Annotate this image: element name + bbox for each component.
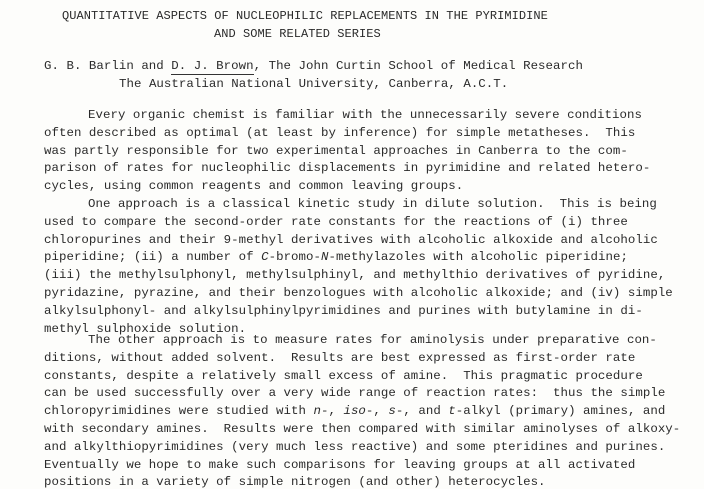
text-segment: -, and (395, 404, 449, 419)
text-line: positions in a variety of simple nitrogen (and other) heterocycles. (44, 475, 546, 489)
italic-segment: s (388, 404, 396, 419)
italic-segment: N (321, 250, 329, 265)
text-line: The other approach is to measure rates for aminolysis under preparative con- (88, 333, 657, 347)
text-line: parison of rates for nucleophilic displacements in pyrimidine and related hetero- (44, 161, 651, 176)
text-line: Every organic chemist is familiar with the unnecessarily severe conditions (88, 108, 642, 122)
text-segment: -bromo- (268, 250, 321, 265)
text-line: ditions, without added solvent. Results are best expressed as first-order rate (44, 350, 636, 365)
text-segment: -, (320, 404, 344, 419)
text-line: pyridazine, pyrazine, and their benzologues with alcoholic alkoxide; and (iv) simple (44, 286, 673, 300)
title-line-2: AND SOME RELATED SERIES (214, 27, 381, 41)
text-line: chloropurines and their 9-methyl derivatives with alcoholic alkoxide and alcoholic (44, 232, 658, 247)
text-segment: -alkyl (primary) amines, and (455, 404, 666, 419)
text-segment: -, (365, 404, 389, 419)
text-line: used to compare the second-order rate constants for the reactions of (i) three (44, 214, 628, 229)
author-line (44, 59, 583, 73)
affiliation-university: The Australian National University, Canberra, A.C.T. (119, 77, 509, 91)
italic-segment: t (448, 404, 456, 419)
text-line (44, 404, 665, 418)
text-line: often described as optimal (at least by inference) for simple metatheses. This (44, 125, 636, 140)
text-line: alkylsulphonyl- and alkylsulphinylpyrimidines and purines with butylamine in di- (44, 303, 643, 318)
text-line: and alkylthiopyrimidines (very much less reactive) and some pteridines and purines. (44, 439, 666, 454)
text-line: (iii) the methylsulphonyl, methylsulphinyl, and methylthio derivatives of pyridine, (44, 268, 666, 283)
text-segment: -methylazoles with alcoholic piperidine; (328, 250, 628, 265)
title-line-1: QUANTITATIVE ASPECTS OF NUCLEOPHILIC REPLACEMENTS IN THE PYRIMIDINE (62, 9, 548, 23)
author-barlin: G. B. Barlin and (44, 59, 172, 73)
text-line: Eventually we hope to make such comparisons for leaving groups at all activated (44, 457, 636, 472)
text-line: was partly responsible for two experimental approaches in Canberra to the com- (44, 143, 628, 158)
text-line: constants, despite a relatively small excess of amine. This pragmatic procedure (44, 368, 643, 383)
author-brown: D. J. Brown (171, 59, 254, 73)
text-line (44, 250, 628, 264)
italic-segment: iso (343, 404, 366, 419)
text-segment: piperidine; (ii) a number of (44, 250, 262, 265)
text-line: with secondary amines. Results were then compared with similar aminolyses of alkoxy- (44, 422, 681, 436)
text-line: methyl sulphoxide solution. (44, 321, 247, 336)
italic-segment: C (261, 250, 269, 265)
text-segment: chloropyrimidines were studied with (44, 404, 314, 419)
text-line: cycles, using common reagents and common leaving groups. (44, 179, 464, 194)
text-line: can be used successfully over a very wide range of reaction rates: thus the simple (44, 386, 666, 401)
text-line: One approach is a classical kinetic study in dilute solution. This is being (88, 197, 657, 211)
affiliation-school: , The John Curtin School of Medical Research (253, 59, 583, 73)
italic-segment: n (313, 404, 321, 419)
